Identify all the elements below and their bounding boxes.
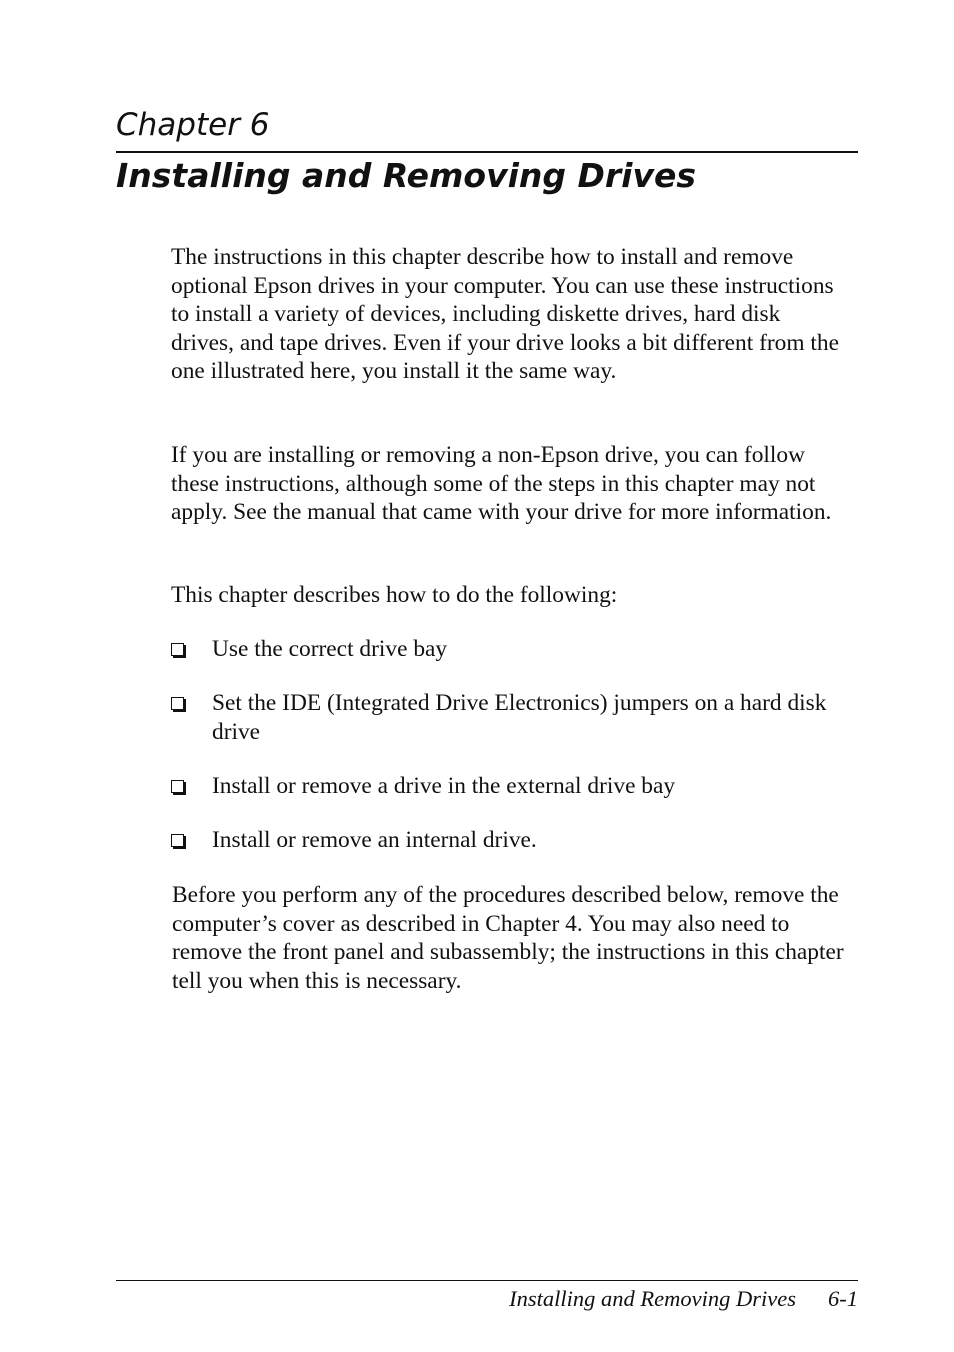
chapter-label: Chapter 6 <box>116 107 270 143</box>
list-item-text: Install or remove a drive in the external drive bay <box>212 773 676 799</box>
closing-paragraph: Before you perform any of the procedures described below, remove the computer’s cover as described in Chapter 4. You may also need to remove the front panel and subassembly; the instructions in this chapter tell you when this is necessary. <box>172 882 844 994</box>
footer-running-title: Installing and Removing Drives <box>509 1286 796 1311</box>
list-item-text: Set the IDE (Integrated Drive Electronics) jumpers on a hard disk drive <box>212 690 827 745</box>
intro-paragraph: The instructions in this chapter describe how to install and remove optional Epson drives in your computer. You can use these instructions to install a variety of devices, including diskette drives, hard disk drives, and tape drives. Even if your drive looks a bit different from the one illustrated here, you install it the same way. <box>171 244 839 385</box>
non-epson-paragraph: If you are installing or removing a non-Epson drive, you can follow these instructions, although some of the steps in this chapter may not apply. See the manual that came with your drive for more information. <box>171 442 832 526</box>
checkbox-bullet-icon <box>171 780 184 793</box>
list-item <box>171 826 851 855</box>
list-item <box>171 635 851 664</box>
list-item-text: Use the correct drive bay <box>212 636 448 662</box>
list-item-text: Install or remove an internal drive. <box>212 827 537 853</box>
checkbox-bullet-icon <box>171 643 184 656</box>
checkbox-bullet-icon <box>171 697 184 710</box>
chapter-title: Installing and Removing Drives <box>116 156 697 195</box>
list-item <box>171 772 851 801</box>
footer-rule <box>116 1280 858 1281</box>
checkbox-bullet-icon <box>171 834 184 847</box>
page-number: 6-1 <box>828 1286 858 1311</box>
page-footer <box>509 1285 858 1313</box>
list-item <box>171 689 851 746</box>
list-intro-paragraph: This chapter describes how to do the following: <box>171 582 618 608</box>
